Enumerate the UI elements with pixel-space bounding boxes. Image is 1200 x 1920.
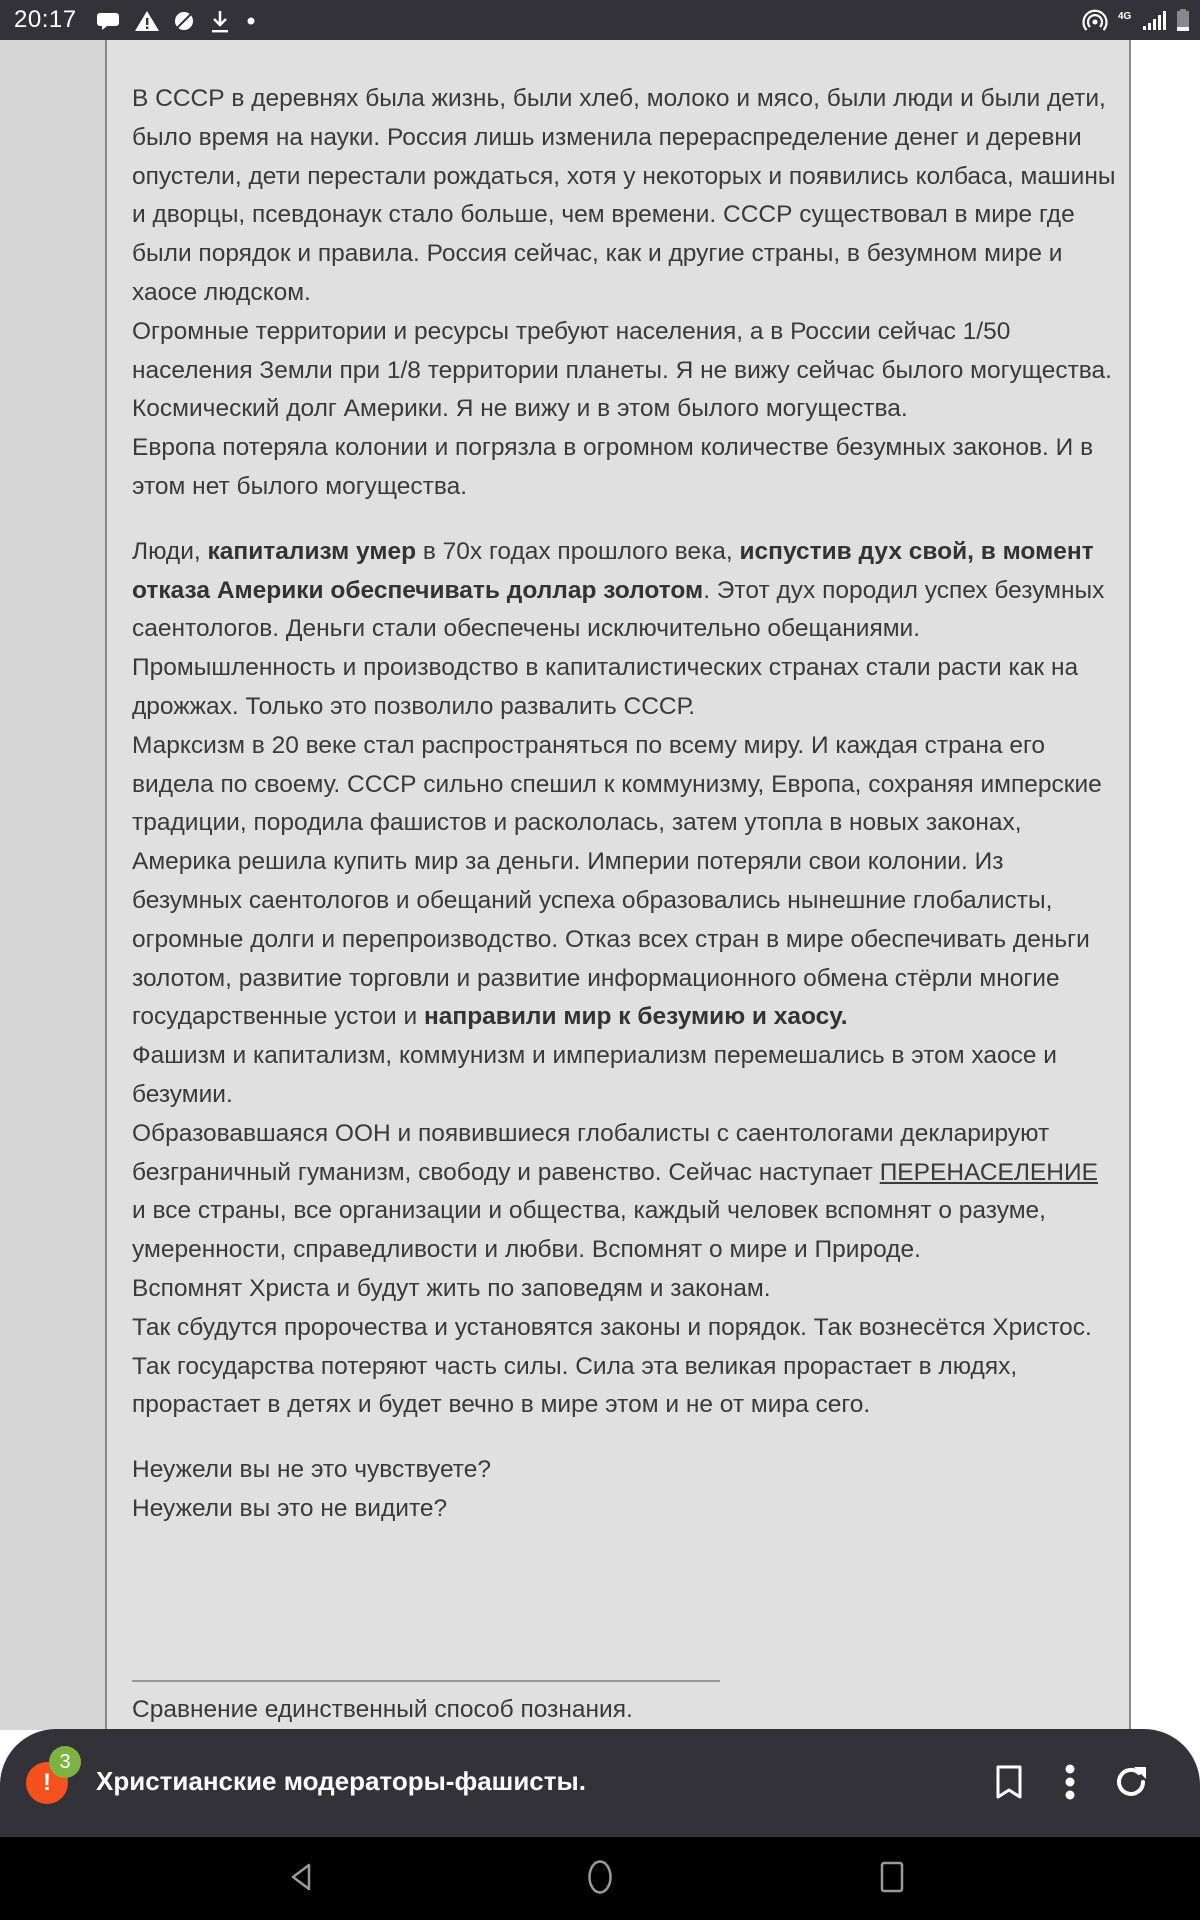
bookmark-icon xyxy=(995,1765,1023,1804)
battery-icon xyxy=(1176,8,1190,37)
text-segment: Так сбудутся пророчества и установятся законы и порядок. Так вознесётся Христос. Так государства потеряют часть силы. Сила эта великая прорастает в людях, прорастает в детях и будет вечно в мире этом и не от мира сего. xyxy=(132,1313,1092,1419)
post-line xyxy=(132,390,1117,429)
notification-badge[interactable]: 3 xyxy=(49,1746,81,1778)
post-line xyxy=(132,1309,1117,1425)
chat-bubble-icon xyxy=(96,9,122,38)
text-segment: Европа потеряла колонии и погрязла в огромном количестве безумных законов. И в этом нет былого могущества. xyxy=(132,434,1094,500)
bold-text: капитализм умер xyxy=(207,537,417,565)
download-icon xyxy=(208,8,232,39)
status-bar xyxy=(0,0,1200,40)
text-segment: в 70х годах прошлого века, xyxy=(416,537,740,565)
back-icon xyxy=(290,1862,312,1897)
text-segment: . Этот дух породил успех безумных саентологов. Деньги стали обеспечены исключительно обещаниями. Промышленность и производство в капиталистических странах стали расти как на дрожжах. Только это позволило развалить СССР. xyxy=(132,576,1105,720)
signature-divider xyxy=(132,1680,720,1682)
post-line xyxy=(132,1115,1117,1270)
post-line xyxy=(132,313,1117,391)
post-line xyxy=(132,1451,1117,1490)
warning-icon xyxy=(134,9,160,38)
text-segment: Космический долг Америки. Я не вижу и в этом былого могущества. xyxy=(132,395,908,423)
network-4g-icon: 4G xyxy=(1118,10,1132,22)
home-button[interactable] xyxy=(576,1855,624,1903)
post-line xyxy=(132,1270,1117,1309)
post-line xyxy=(132,727,1117,1037)
notification-icons xyxy=(96,8,258,39)
recents-icon xyxy=(880,1860,904,1899)
signature: Сравнение единственный способ познания. xyxy=(132,1696,633,1723)
recents-button[interactable] xyxy=(868,1855,916,1903)
bookmark-button[interactable] xyxy=(985,1760,1033,1808)
hotspot-icon xyxy=(1082,8,1108,37)
more-vert-icon xyxy=(1064,1764,1076,1805)
post-line xyxy=(132,533,1117,727)
more-options-button[interactable] xyxy=(1046,1760,1094,1808)
bold-text: направили мир к безумию и хаосу. xyxy=(423,1003,848,1031)
back-button[interactable] xyxy=(277,1855,325,1903)
underlined-text: ПЕРЕНАСЕЛЕНИЕ xyxy=(879,1158,1098,1186)
text-segment: Огромные территории и ресурсы требуют населения, а в России сейчас 1/50 населения Земли при 1/8 территории планеты. Я не вижу сейчас былого могущества. xyxy=(132,317,1112,384)
text-segment: В СССР в деревнях была жизнь, были хлеб, молоко и мясо, были люди и были дети, было время на науки. Россия лишь изменила перераспределение денег и деревни опустели, дети перестали рождаться, хотя у некоторых и появились колбаса, машины и дворцы, псевдонаук стало больше, чем времени. СССР существовал в мире где были порядок и правила. Россия сейчас, как и другие страны, в безумном мире и хаосе людском. xyxy=(132,85,1116,306)
signal-icon xyxy=(1142,9,1166,36)
thread-title: Христианские модераторы-фашисты. xyxy=(96,1766,586,1796)
paragraph-gap xyxy=(132,1425,1117,1451)
right-gutter xyxy=(1131,40,1200,1730)
refresh-icon xyxy=(1112,1763,1150,1806)
post-line xyxy=(132,80,1117,313)
text-segment: Неужели вы не это чувствуете? xyxy=(132,1456,491,1484)
text-segment: Фашизм и капитализм, коммунизм и империализм перемешались в этом хаосе и безумии. xyxy=(132,1042,1057,1108)
refresh-button[interactable] xyxy=(1107,1760,1155,1808)
post-content xyxy=(105,40,1131,1730)
paragraph-gap xyxy=(132,507,1117,533)
text-segment: Марксизм в 20 веке стал распространяться по всему миру. И каждая страна его видела по своему. СССР сильно спешил к коммунизму, Европа, сохраняя имперские традиции, породила фашистов и раскололась, затем утопла в новых законах, Америка решила купить мир за деньги. Империи потеряли свои колонии. Из безумных саентологов и обещаний успеха образовались нынешние глобалисты, огромные долги и перепроизводство. Отказ всех стран в мире обеспечивать деньги золотом, развитие торговли и развитие информационного обмена стёрли многие государственные устои и xyxy=(132,731,1102,1031)
text-segment: Люди, xyxy=(132,537,208,565)
home-icon xyxy=(587,1859,613,1900)
text-segment: Образовавшаяся ООН и появившиеся глобалисты с саентологами декларируют безграничный гуманизм, свободу и равенство. Сейчас наступает xyxy=(132,1119,1050,1186)
text-segment: и все страны, все организации и общества, каждый человек вспомнят о разуме, умеренности, справедливости и любви. Вспомнят о мире и Природе. xyxy=(132,1197,1046,1264)
post-line xyxy=(132,1490,1117,1529)
data-saver-icon xyxy=(172,9,196,38)
post-line xyxy=(132,1037,1117,1115)
system-icons xyxy=(1082,8,1190,37)
status-time: 20:17 xyxy=(14,6,77,33)
post-line xyxy=(132,429,1117,507)
text-segment: Вспомнят Христа и будут жить по заповедям и законам. xyxy=(132,1274,771,1302)
bold-text: испустив дух свой, в момент отказа Америки обеспечивать доллар золотом xyxy=(132,537,1094,604)
alert-icon[interactable]: ! xyxy=(26,1762,68,1804)
left-gutter xyxy=(0,40,105,1730)
dot-icon xyxy=(244,14,258,33)
post-body xyxy=(132,80,1117,1529)
text-segment: Неужели вы это не видите? xyxy=(132,1494,448,1522)
